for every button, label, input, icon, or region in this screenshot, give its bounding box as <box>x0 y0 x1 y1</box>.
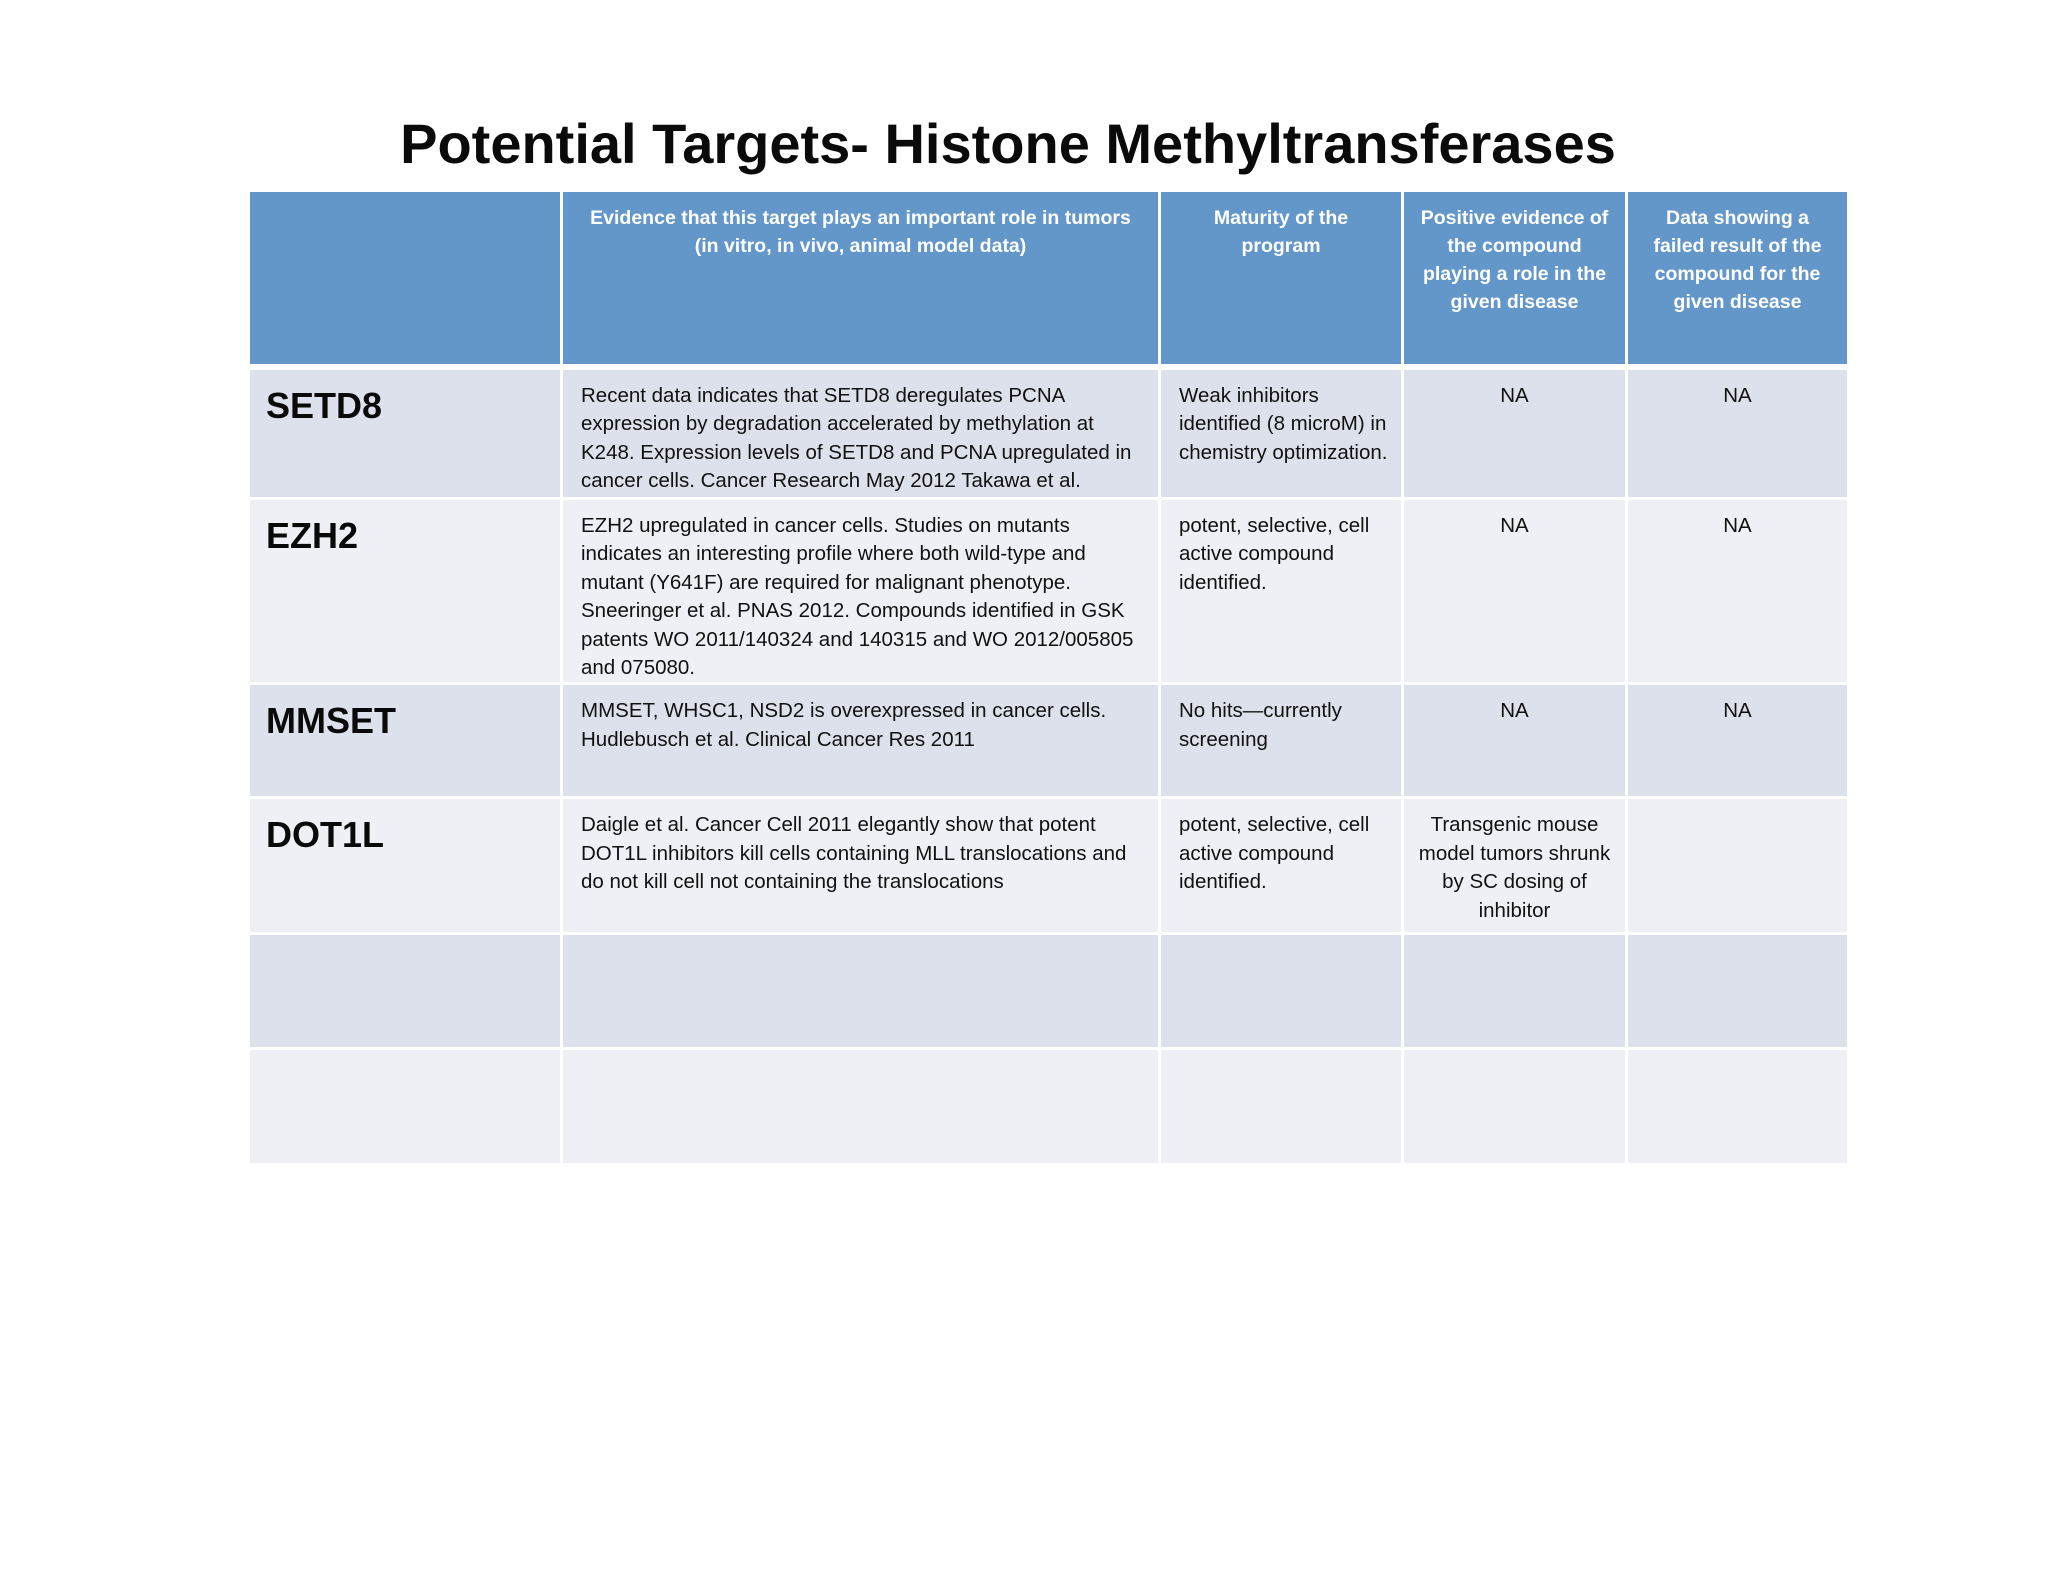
evidence-cell <box>562 934 1160 1049</box>
header-target <box>249 191 562 368</box>
positive-evidence-cell: NA <box>1403 499 1627 684</box>
header-evidence: Evidence that this target plays an important role in tumors (in vitro, in vivo, animal model data) <box>562 191 1160 368</box>
table-row <box>249 798 1849 934</box>
evidence-cell: MMSET, WHSC1, NSD2 is overexpressed in cancer cells. Hudlebusch et al. Clinical Cancer Res 2011 <box>562 684 1160 798</box>
table-row <box>249 499 1849 684</box>
positive-evidence-cell: Transgenic mouse model tumors shrunk by SC dosing of inhibitor <box>1403 798 1627 934</box>
maturity-cell <box>1160 1049 1403 1165</box>
maturity-cell: No hits—currently screening <box>1160 684 1403 798</box>
header-row <box>249 191 1849 368</box>
table-row <box>249 934 1849 1049</box>
table-row <box>249 367 1849 499</box>
failed-result-cell <box>1627 934 1849 1049</box>
evidence-cell: EZH2 upregulated in cancer cells. Studies on mutants indicates an interesting profile where both wild-type and mutant (Y641F) are required for malignant phenotype. Sneeringer et al. PNAS 2012. Compounds identified in GSK patents WO 2011/140324 and 140315 and WO 2012/005805 and 075080. <box>562 499 1160 684</box>
header-maturity: Maturity of the program <box>1160 191 1403 368</box>
target-name <box>249 1049 562 1165</box>
header-failed-result: Data showing a failed result of the compound for the given disease <box>1627 191 1849 368</box>
positive-evidence-cell: NA <box>1403 684 1627 798</box>
positive-evidence-cell <box>1403 934 1627 1049</box>
table-header <box>249 191 1849 368</box>
failed-result-cell: NA <box>1627 367 1849 499</box>
failed-result-cell <box>1627 798 1849 934</box>
evidence-cell: Daigle et al. Cancer Cell 2011 elegantly show that potent DOT1L inhibitors kill cells containing MLL translocations and do not kill cell not containing the translocations <box>562 798 1160 934</box>
maturity-cell: Weak inhibitors identified (8 microM) in chemistry optimization. <box>1160 367 1403 499</box>
header-positive-evidence: Positive evidence of the compound playing a role in the given disease <box>1403 191 1627 368</box>
positive-evidence-cell <box>1403 1049 1627 1165</box>
target-name: EZH2 <box>249 499 562 684</box>
target-name: MMSET <box>249 684 562 798</box>
target-name: SETD8 <box>249 367 562 499</box>
failed-result-cell <box>1627 1049 1849 1165</box>
maturity-cell: potent, selective, cell active compound identified. <box>1160 499 1403 684</box>
target-name <box>249 934 562 1049</box>
targets-table <box>247 189 1850 1166</box>
positive-evidence-cell: NA <box>1403 367 1627 499</box>
evidence-cell: Recent data indicates that SETD8 deregulates PCNA expression by degradation accelerated by methylation at K248. Expression levels of SETD8 and PCNA upregulated in cancer cells. Cancer Research May 2012 Takawa et al. <box>562 367 1160 499</box>
page-title: Potential Targets- Histone Methyltransferases <box>400 112 1616 175</box>
evidence-cell <box>562 1049 1160 1165</box>
maturity-cell: potent, selective, cell active compound identified. <box>1160 798 1403 934</box>
failed-result-cell: NA <box>1627 499 1849 684</box>
target-name: DOT1L <box>249 798 562 934</box>
maturity-cell <box>1160 934 1403 1049</box>
table-row <box>249 684 1849 798</box>
table-row <box>249 1049 1849 1165</box>
failed-result-cell: NA <box>1627 684 1849 798</box>
